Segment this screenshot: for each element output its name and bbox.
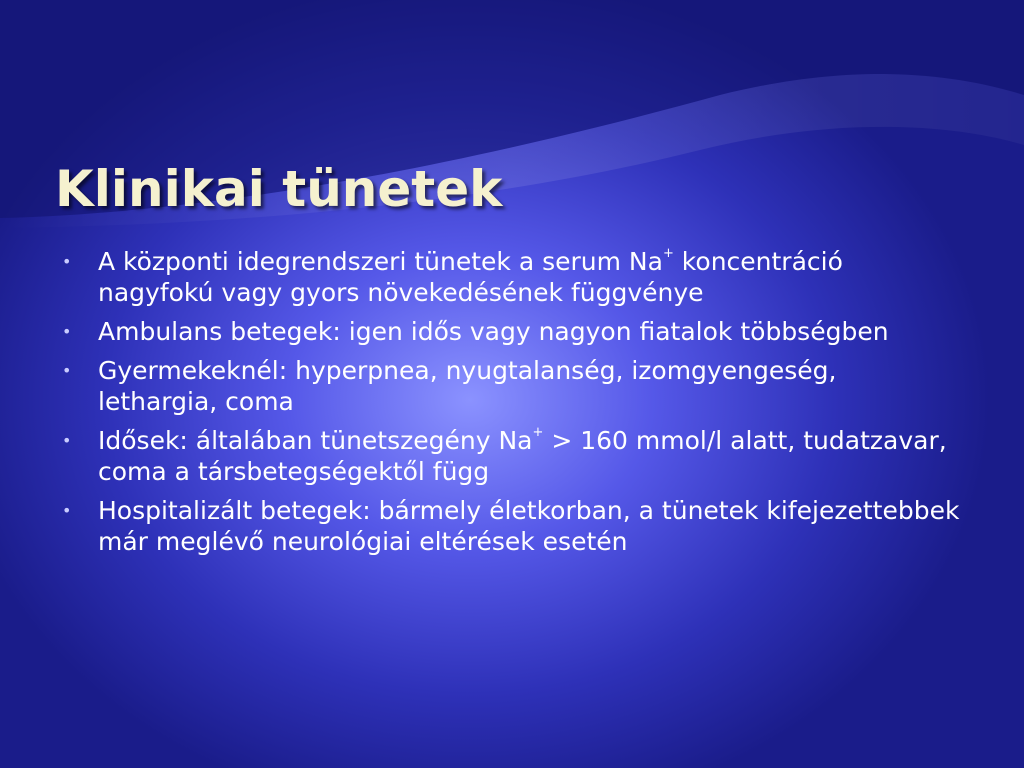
bullet-text: Ambulans betegek: igen idős vagy nagyon fiatalok többségben: [98, 317, 889, 346]
bullet-item: [62, 425, 962, 487]
bullet-item: [62, 355, 962, 417]
bullet-text: A központi idegrendszeri tünetek a serum Na+ koncentráció nagyfokú vagy gyors növekedésének függvénye: [98, 246, 843, 307]
bullet-item: [62, 246, 962, 308]
bullet-marker: •: [62, 361, 72, 380]
bullet-list: [62, 246, 962, 565]
bullet-item: [62, 495, 962, 557]
bullet-item: [62, 316, 962, 347]
bullet-text: Gyermekeknél: hyperpnea, nyugtalanség, izomgyengeség, lethargia, coma: [98, 356, 837, 416]
bullet-text: Idősek: általában tünetszegény Na+ > 160 mmol/l alatt, tudatzavar, coma a társbetegségektől függ: [98, 425, 947, 486]
bullet-marker: •: [62, 431, 72, 450]
bullet-text: Hospitalizált betegek: bármely életkorban, a tünetek kifejezettebbek már meglévő neurológiai eltérések esetén: [98, 496, 960, 556]
bullet-marker: •: [62, 252, 72, 271]
bullet-marker: •: [62, 322, 72, 341]
slide-title: Klinikai tünetek: [55, 160, 503, 218]
bullet-marker: •: [62, 501, 72, 520]
